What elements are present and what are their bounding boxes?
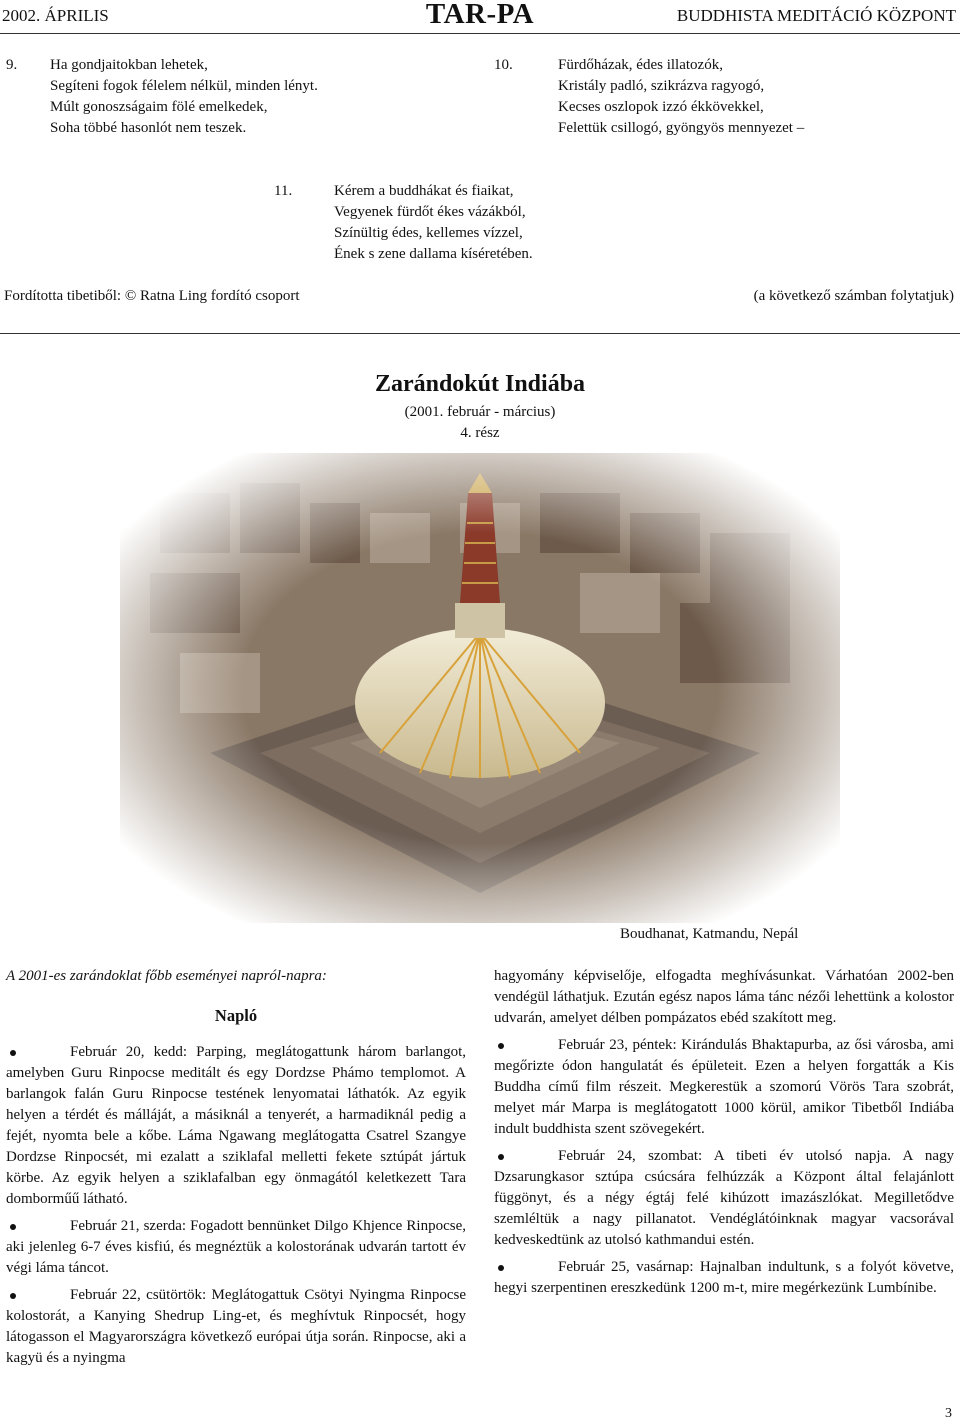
diary-entry: Február 23, péntek: Kirándulás Bhaktapurba, az ősi városba, ami megőrizte ódon hangulatát és épületeit. Ezen a helyen forgatták a Kis Buddha című film részeit. Megkerestük a szomorú Vörös Tara szobrát, melyet már Marpa is meglátogatott 1000 körül, amikor Tibetből Indiába indult buddhista szent szövegekért. [494,1037,954,1137]
verse-line: Segíteni fogok félelem nélkül, minden lényt. [50,78,318,94]
diary-entry: Február 21, szerda: Fogadott bennünket Dilgo Khjence Rinpocse, aki jelenleg 6-7 éves kisfiú, és megnéztük a kolostorának udvarán tartott év végi láma táncot. [6,1218,466,1276]
page-number: 3 [945,1406,952,1421]
article-part: 4. rész [460,425,500,441]
section-divider [0,333,960,334]
verse-line: Soha többé hasonlót nem teszek. [50,120,247,136]
bullet-icon [498,1043,504,1049]
verse-line: Fürdőházak, édes illatozók, [558,57,723,73]
header-title: TAR-PA [425,0,535,30]
verse-number: 10. [494,57,513,73]
diary-entry: Február 22, csütörtök: Meglátogattuk Csötyi Nyingma Rinpocse kolostorát, a Kanying Shedrup Ling-et, és meghívtuk Rinpocsét, hogy látogasson el Magyarországra következő európai útja során. Rinpocse, aki a kagyü és a nyingma [6,1287,466,1366]
bullet-icon [498,1154,504,1160]
bullet-icon [498,1265,504,1271]
verse-number: 9. [6,57,18,73]
header-rule [0,33,960,34]
verse-line: Felettük csillogó, gyöngyös mennyezet – [558,120,805,136]
diary-entry: Február 24, szombat: A tibeti év utolsó napja. A nagy Dzsarungkasor sztúpa csúcsára felhúzzák a Központ által felajánlott függönyt, és a négy égtáj felé kihúzott imazászlókat. Megilletődve szemléltük a nagy pillanatot. Vendéglátóinknak magyar vacsorával kedveskedtünk az utolsó kathmandui estén. [494,1148,954,1248]
diary-entry: Február 25, vasárnap: Hajnalban indultunk, s a folyót követve, hegyi szerpentinen ereszkedünk 1200 m-t, mire megérkezünk Lumbínibe. [494,1259,954,1296]
verse-line: Kérem a buddhákat és fiaikat, [334,183,514,199]
header-organization: BUDDHISTA MEDITÁCIÓ KÖZPONT [676,6,956,25]
verse-line: Színültig édes, kellemes vízzel, [334,225,523,241]
diary-left-column [6,966,466,1375]
continued-note: (a következő számban folytatjuk) [753,288,954,304]
bullet-icon [10,1224,16,1230]
diary-heading: Napló [214,1006,258,1025]
header-date: 2002. ÁPRILIS [2,6,109,25]
diary-continuation: hagyomány képviselője, elfogadta meghívásunkat. Várhatóan 2002-ben vendégül láthatjuk. Ezután egész napos láma tánc nézői lehettünk a kolostor udvarán, amelyet délben pompázatos ebéd szakított meg. [494,968,954,1026]
verse-line: Kecses oszlopok izzó ékkövekkel, [558,99,764,115]
bullet-icon [10,1050,16,1056]
article-dates: (2001. február - március) [404,404,556,420]
verse-line: Kristály padló, szikrázva ragyogó, [558,78,765,94]
verse-line: Múlt gonoszságaim fölé emelkedek, [50,99,268,115]
verse-line: Ének s zene dallama kíséretében. [334,246,533,262]
verse-line: Ha gondjaitokban lehetek, [50,57,208,73]
photo-caption: Boudhanat, Katmandu, Nepál [620,926,799,942]
diary-entry: Február 20, kedd: Parping, meglátogattunk három barlangot, amelyben Guru Rinpocse meditált és egy Dordzse Phámo templomot. A barlangok falán Guru Rinpocse testének lenyomatai láthatók. Az egyik helyen a térdét és málláját, a másiknál a tenyerét, a harmadiknál pedig a fejét, nyomta bele a kőbe. Láma Ngawang meglátogatta Csatrel Szangye Dordzse Rinpocsét, mi ezalatt a sziklafal melletti fekete sztúpát jártuk körbe. Az egyik helyen a sziklafalban egy önmagától keletkezett Tara domborműű látható. [6,1044,466,1207]
page-header [0,0,960,34]
verse-line: Vegyenek fürdőt ékes vázákból, [334,204,526,220]
diary-right-column [494,966,954,1305]
bullet-icon [10,1293,16,1299]
diary-intro: A 2001-es zarándoklat főbb eseményei napról-napra: [6,968,327,984]
article-title: Zarándokút Indiába [374,371,586,397]
translator-credit: Fordította tibetiből: © Ratna Ling fordító csoport [4,288,300,304]
verse-number: 11. [274,183,293,199]
stupa-photo [120,453,840,923]
translation-credits [4,288,954,305]
